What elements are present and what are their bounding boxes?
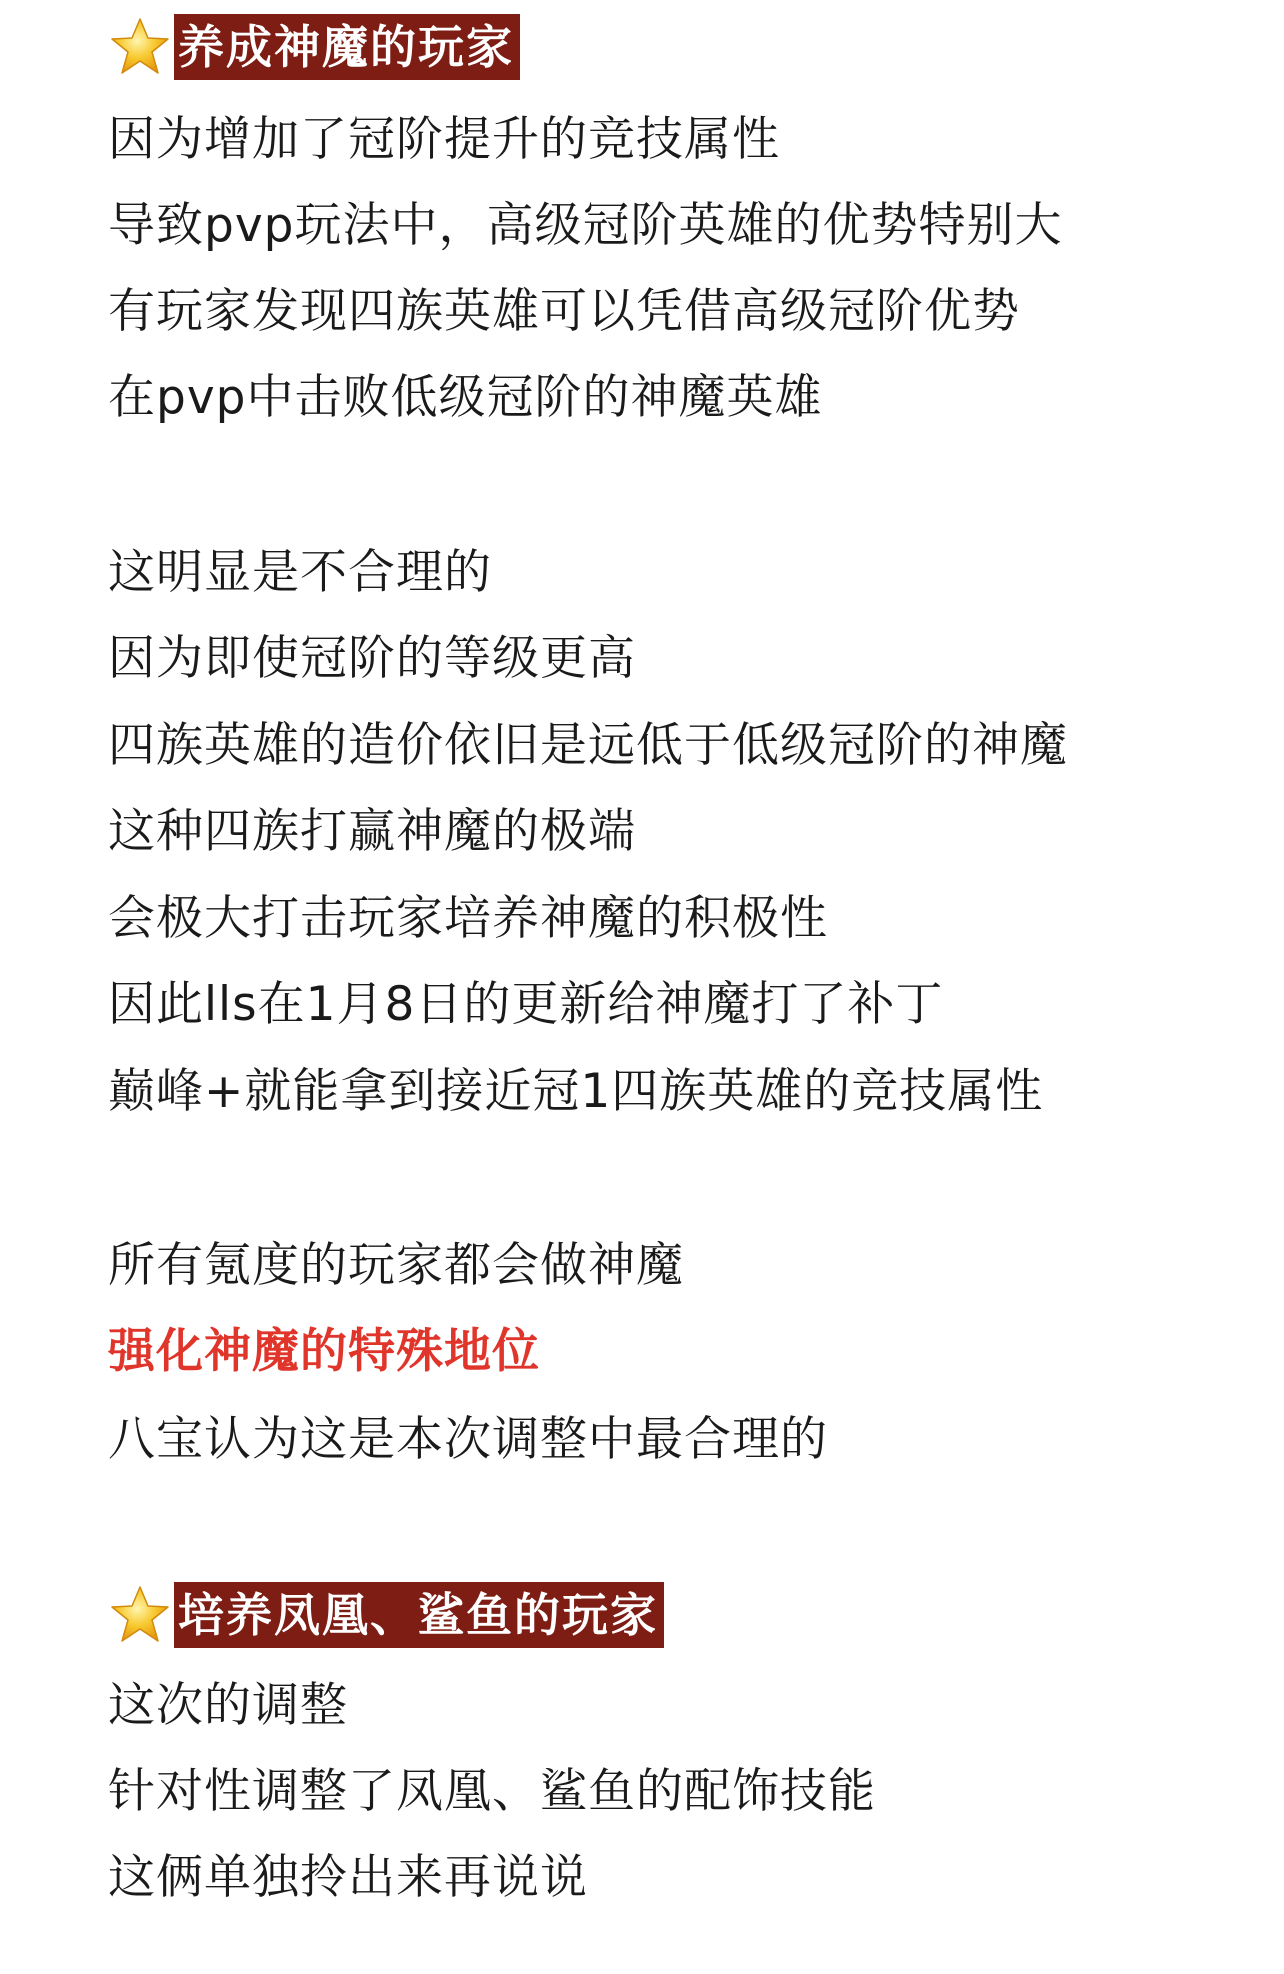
star-icon (108, 1583, 172, 1647)
text-line: 四族英雄的造价依旧是远低于低级冠阶的神魔 (108, 718, 1068, 773)
text-line: 所有氪度的玩家都会做神魔 (108, 1238, 684, 1293)
text-line: 针对性调整了凤凰、鲨鱼的配饰技能 (108, 1764, 876, 1819)
text-line: 因为增加了冠阶提升的竞技属性 (108, 112, 780, 167)
text-line: 因此lls在1月8日的更新给神魔打了补丁 (108, 977, 944, 1032)
highlight-line: 强化神魔的特殊地位 (108, 1324, 540, 1379)
text-line: 有玩家发现四族英雄可以凭借高级冠阶优势 (108, 284, 1020, 339)
section1-heading-text: 养成神魔的玩家 (174, 14, 520, 80)
section2-heading-text: 培养凤凰、鲨鱼的玩家 (174, 1582, 664, 1648)
star-icon (108, 15, 172, 79)
section1-heading (108, 14, 520, 80)
text-line: 因为即使冠阶的等级更高 (108, 631, 636, 686)
text-line: 巅峰+就能拿到接近冠1四族英雄的竞技属性 (108, 1064, 1044, 1119)
text-line: 会极大打击玩家培养神魔的积极性 (108, 891, 828, 946)
text-line: 这次的调整 (108, 1678, 348, 1733)
text-line: 在pvp中击败低级冠阶的神魔英雄 (108, 370, 823, 425)
text-line: 导致pvp玩法中，高级冠阶英雄的优势特别大 (108, 198, 1063, 253)
section2-heading (108, 1582, 664, 1648)
text-line: 这明显是不合理的 (108, 545, 492, 600)
text-line: 这种四族打赢神魔的极端 (108, 804, 636, 859)
text-line: 这俩单独拎出来再说说 (108, 1850, 588, 1905)
text-line: 八宝认为这是本次调整中最合理的 (108, 1412, 828, 1467)
